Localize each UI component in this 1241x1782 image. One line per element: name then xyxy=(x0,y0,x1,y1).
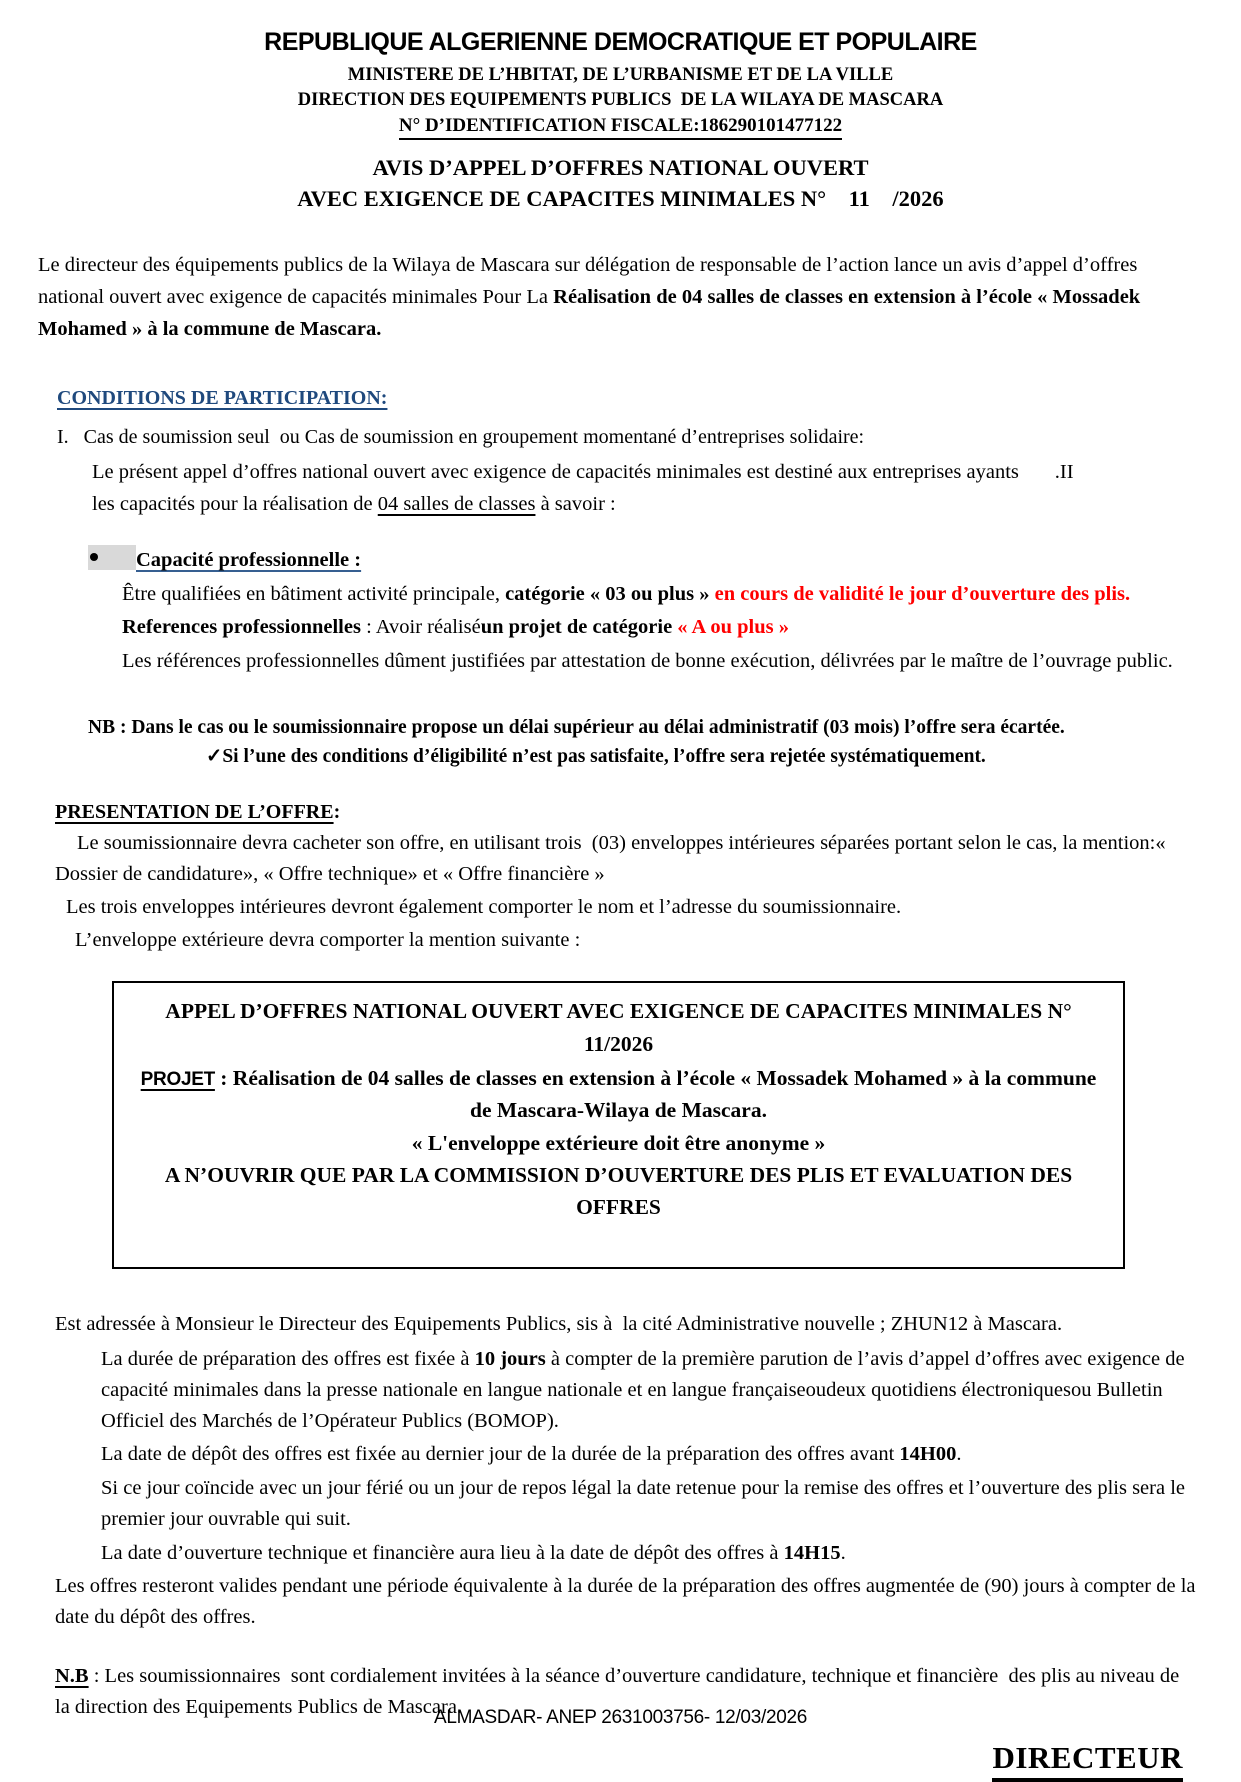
deposit-date-row xyxy=(66,1439,1196,1470)
qualification-category-bold: catégorie « 03 ou plus » xyxy=(505,582,715,605)
round-bullet-icon xyxy=(90,553,98,561)
square-bullet-icon xyxy=(92,612,122,622)
box-commission-line: A N’OUVRIR QUE PAR LA COMMISSION D’OUVERTURE DES PLIS ET EVALUATION DES OFFRES xyxy=(164,1162,1078,1220)
conditions-paragraph xyxy=(92,457,1241,521)
references-category-red: « A ou plus » xyxy=(677,616,789,639)
qualification-row xyxy=(92,579,1181,610)
duration-days-bold: 10 jours xyxy=(474,1348,546,1371)
opening-text xyxy=(101,1538,846,1569)
conditions-paragraph-line1: Le présent appel d’offres national ouvert avec exigence de capacités minimales est destiné aux entreprises ayants .II xyxy=(92,461,1074,484)
holiday-text: Si ce jour coïncide avec un jour férié ou un jour de repos légal la date retenue pour la remise des offres et l’ouverture des plis sera le premier jour ouvrable qui suit. xyxy=(101,1477,1191,1530)
republic-title: REPUBLIQUE ALGERIENNE DEMOCRATIQUE ET POPULAIRE xyxy=(264,28,977,56)
attestation-row xyxy=(92,646,1181,677)
signature-block xyxy=(0,1740,1241,1782)
duration-row xyxy=(66,1344,1196,1436)
opening-date-row xyxy=(66,1538,1196,1569)
conditions-line2-start: les capacités pour la réalisation de xyxy=(92,493,378,516)
notice-title xyxy=(0,152,1241,215)
notice-title-line2: AVEC EXIGENCE DE CAPACITES MINIMALES N° 11 /2026 xyxy=(297,186,944,212)
fiscal-id-line xyxy=(0,115,1241,140)
highlighted-bullet-icon xyxy=(88,545,136,570)
intro-project-bold: Réalisation de 04 salles de classes en extension à l’école « Mossadek Mohamed » à la commune de Mascara. xyxy=(38,286,1146,341)
conditions-item-roman: I. Cas de soumission seul ou Cas de soumission en groupement momentané d’entreprises solidaire: xyxy=(57,426,865,449)
opening-time-bold: 14H15 xyxy=(783,1541,841,1564)
conditions-paragraph-line2 xyxy=(92,489,1241,521)
box-anonymous-line: « L'enveloppe extérieure doit être anonyme » xyxy=(411,1130,826,1155)
publication-footer: ALMASDAR- ANEP 2631003756- 12/03/2026 xyxy=(433,1707,808,1728)
nb2-text: : Les soumissionnaires sont cordialement invitées à la séance d’ouverture candidature, technique et financière des plis au niveau de la direction des Equipements Publics de Mascara. xyxy=(55,1664,1185,1718)
presentation-heading-colon: : xyxy=(333,801,341,824)
duration-text xyxy=(101,1344,1196,1436)
director-signature: DIRECTEUR xyxy=(992,1740,1183,1782)
round-bullet-icon xyxy=(66,1538,101,1547)
references-project-bold: un projet de catégorie xyxy=(480,616,678,639)
qualification-text xyxy=(122,579,1130,610)
nb-block xyxy=(88,713,1181,772)
notice-title-line1: AVIS D’APPEL D’OFFRES NATIONAL OUVERT xyxy=(372,154,869,180)
envelope-mention-box xyxy=(112,981,1125,1269)
address-paragraph: Est adressée à Monsieur le Directeur des Equipements Publics, sis à la cité Administrative nouvelle ; ZHUN12 à Mascara. xyxy=(55,1313,1063,1336)
round-bullet-icon xyxy=(66,1439,101,1448)
round-bullet-icon xyxy=(66,1473,101,1482)
intro-text: Le directeur des équipements publics de la Wilaya de Mascara sur délégation de responsable de l’action lance un avis d’appel d’offres national ouvert avec exigence de capacités minimales Pour La xyxy=(38,253,1143,309)
capacity-bullet-list xyxy=(0,545,1241,677)
ministry-line: MINISTERE DE L’HBITAT, DE L’URBANISME ET DE LA VILLE xyxy=(347,65,894,85)
capacity-header-row xyxy=(88,545,1181,576)
box-project-label: PROJET xyxy=(140,1068,215,1090)
opening-normal: La date d’ouverture technique et financière aura lieu à la date de dépôt des offres à xyxy=(101,1541,784,1564)
duration-normal2: à compter de la première parution de l’avis d’appel d’offres avec exigence de capacité minimales dans la presse nationale en langue nationale et en langue françaiseoudeux quotidiens électroniquesou Bulletin Officiel des Marchés de l’Opérateur Publics (BOMOP). xyxy=(101,1348,1190,1432)
deadline-bullet-list xyxy=(0,1344,1241,1568)
intro-paragraph xyxy=(38,249,1205,346)
deposit-period: . xyxy=(956,1443,962,1466)
document-header xyxy=(0,28,1241,215)
references-row xyxy=(92,612,1181,643)
conditions-line2-end: à savoir : xyxy=(535,493,616,516)
holiday-row xyxy=(66,1473,1196,1535)
references-label-bold: References professionnelles xyxy=(122,616,361,639)
conditions-line2-underlined: 04 salles de classes xyxy=(377,493,536,516)
presentation-paragraph2: Les trois enveloppes intérieures devront également comporter le nom et l’adresse du soumissionnaire. xyxy=(66,895,902,918)
duration-normal1: La durée de préparation des offres est fixée à xyxy=(101,1348,475,1371)
qualification-normal: Être qualifiées en bâtiment activité principale, xyxy=(122,582,506,605)
round-bullet-icon xyxy=(66,1344,101,1353)
presentation-paragraph3: L’enveloppe extérieure devra comporter la mention suivante : xyxy=(75,928,581,951)
references-text xyxy=(122,612,789,643)
nb-line2-checkmark: ✓Si l’une des conditions d’éligibilité n’est pas satisfaite, l’offre sera rejetée systématiquement. xyxy=(206,746,986,768)
deposit-time-bold: 14H00 xyxy=(899,1443,957,1466)
direction-line: DIRECTION DES EQUIPEMENTS PUBLICS DE LA WILAYA DE MASCARA xyxy=(297,89,944,110)
references-normal: : Avoir réalisé xyxy=(360,616,481,639)
validity-paragraph: Les offres resteront valides pendant une période équivalente à la durée de la préparation des offres augmentée de (90) jours à compter de la date du dépôt des offres. xyxy=(55,1575,1201,1629)
box-project-line xyxy=(128,1062,1109,1127)
box-project-text: : Réalisation de 04 salles de classes en extension à l’école « Mossadek Mohamed » à la commune de Mascara-Wilaya de Mascara. xyxy=(214,1065,1102,1123)
nb-line1: NB : Dans le cas ou le soumissionnaire propose un délai supérieur au délai administratif (03 mois) l’offre sera écartée. xyxy=(88,716,1065,738)
fiscal-id-text: N° D’IDENTIFICATION FISCALE:186290101477122 xyxy=(399,115,842,140)
square-bullet-icon xyxy=(92,646,122,656)
box-title: APPEL D’OFFRES NATIONAL OUVERT AVEC EXIGENCE DE CAPACITES MINIMALES N° 11/2026 xyxy=(165,999,1078,1056)
nb2-label: N.B xyxy=(55,1664,89,1687)
opening-period: . xyxy=(840,1541,846,1564)
presentation-heading-text: PRESENTATION DE L’OFFRE xyxy=(55,801,334,824)
deposit-normal: La date de dépôt des offres est fixée au dernier jour de la durée de la préparation des offres avant xyxy=(101,1443,900,1466)
square-bullet-icon xyxy=(92,579,122,589)
deposit-text xyxy=(101,1439,961,1470)
presentation-heading xyxy=(55,801,1241,824)
capacity-label: Capacité professionnelle : xyxy=(136,548,362,571)
attestation-text: Les références professionnelles dûment justifiées par attestation de bonne exécution, délivrées par le maître de l’ouvrage public. xyxy=(122,650,1173,673)
qualification-validity-red: en cours de validité le jour d’ouverture des plis. xyxy=(714,582,1131,605)
presentation-paragraph1: Le soumissionnaire devra cacheter son offre, en utilisant trois (03) enveloppes intérieures séparées portant selon le cas, la mention:« Dossier de candidature», « Offre technique» et « Offre financière » xyxy=(55,832,1171,886)
conditions-heading: CONDITIONS DE PARTICIPATION: xyxy=(57,387,388,410)
